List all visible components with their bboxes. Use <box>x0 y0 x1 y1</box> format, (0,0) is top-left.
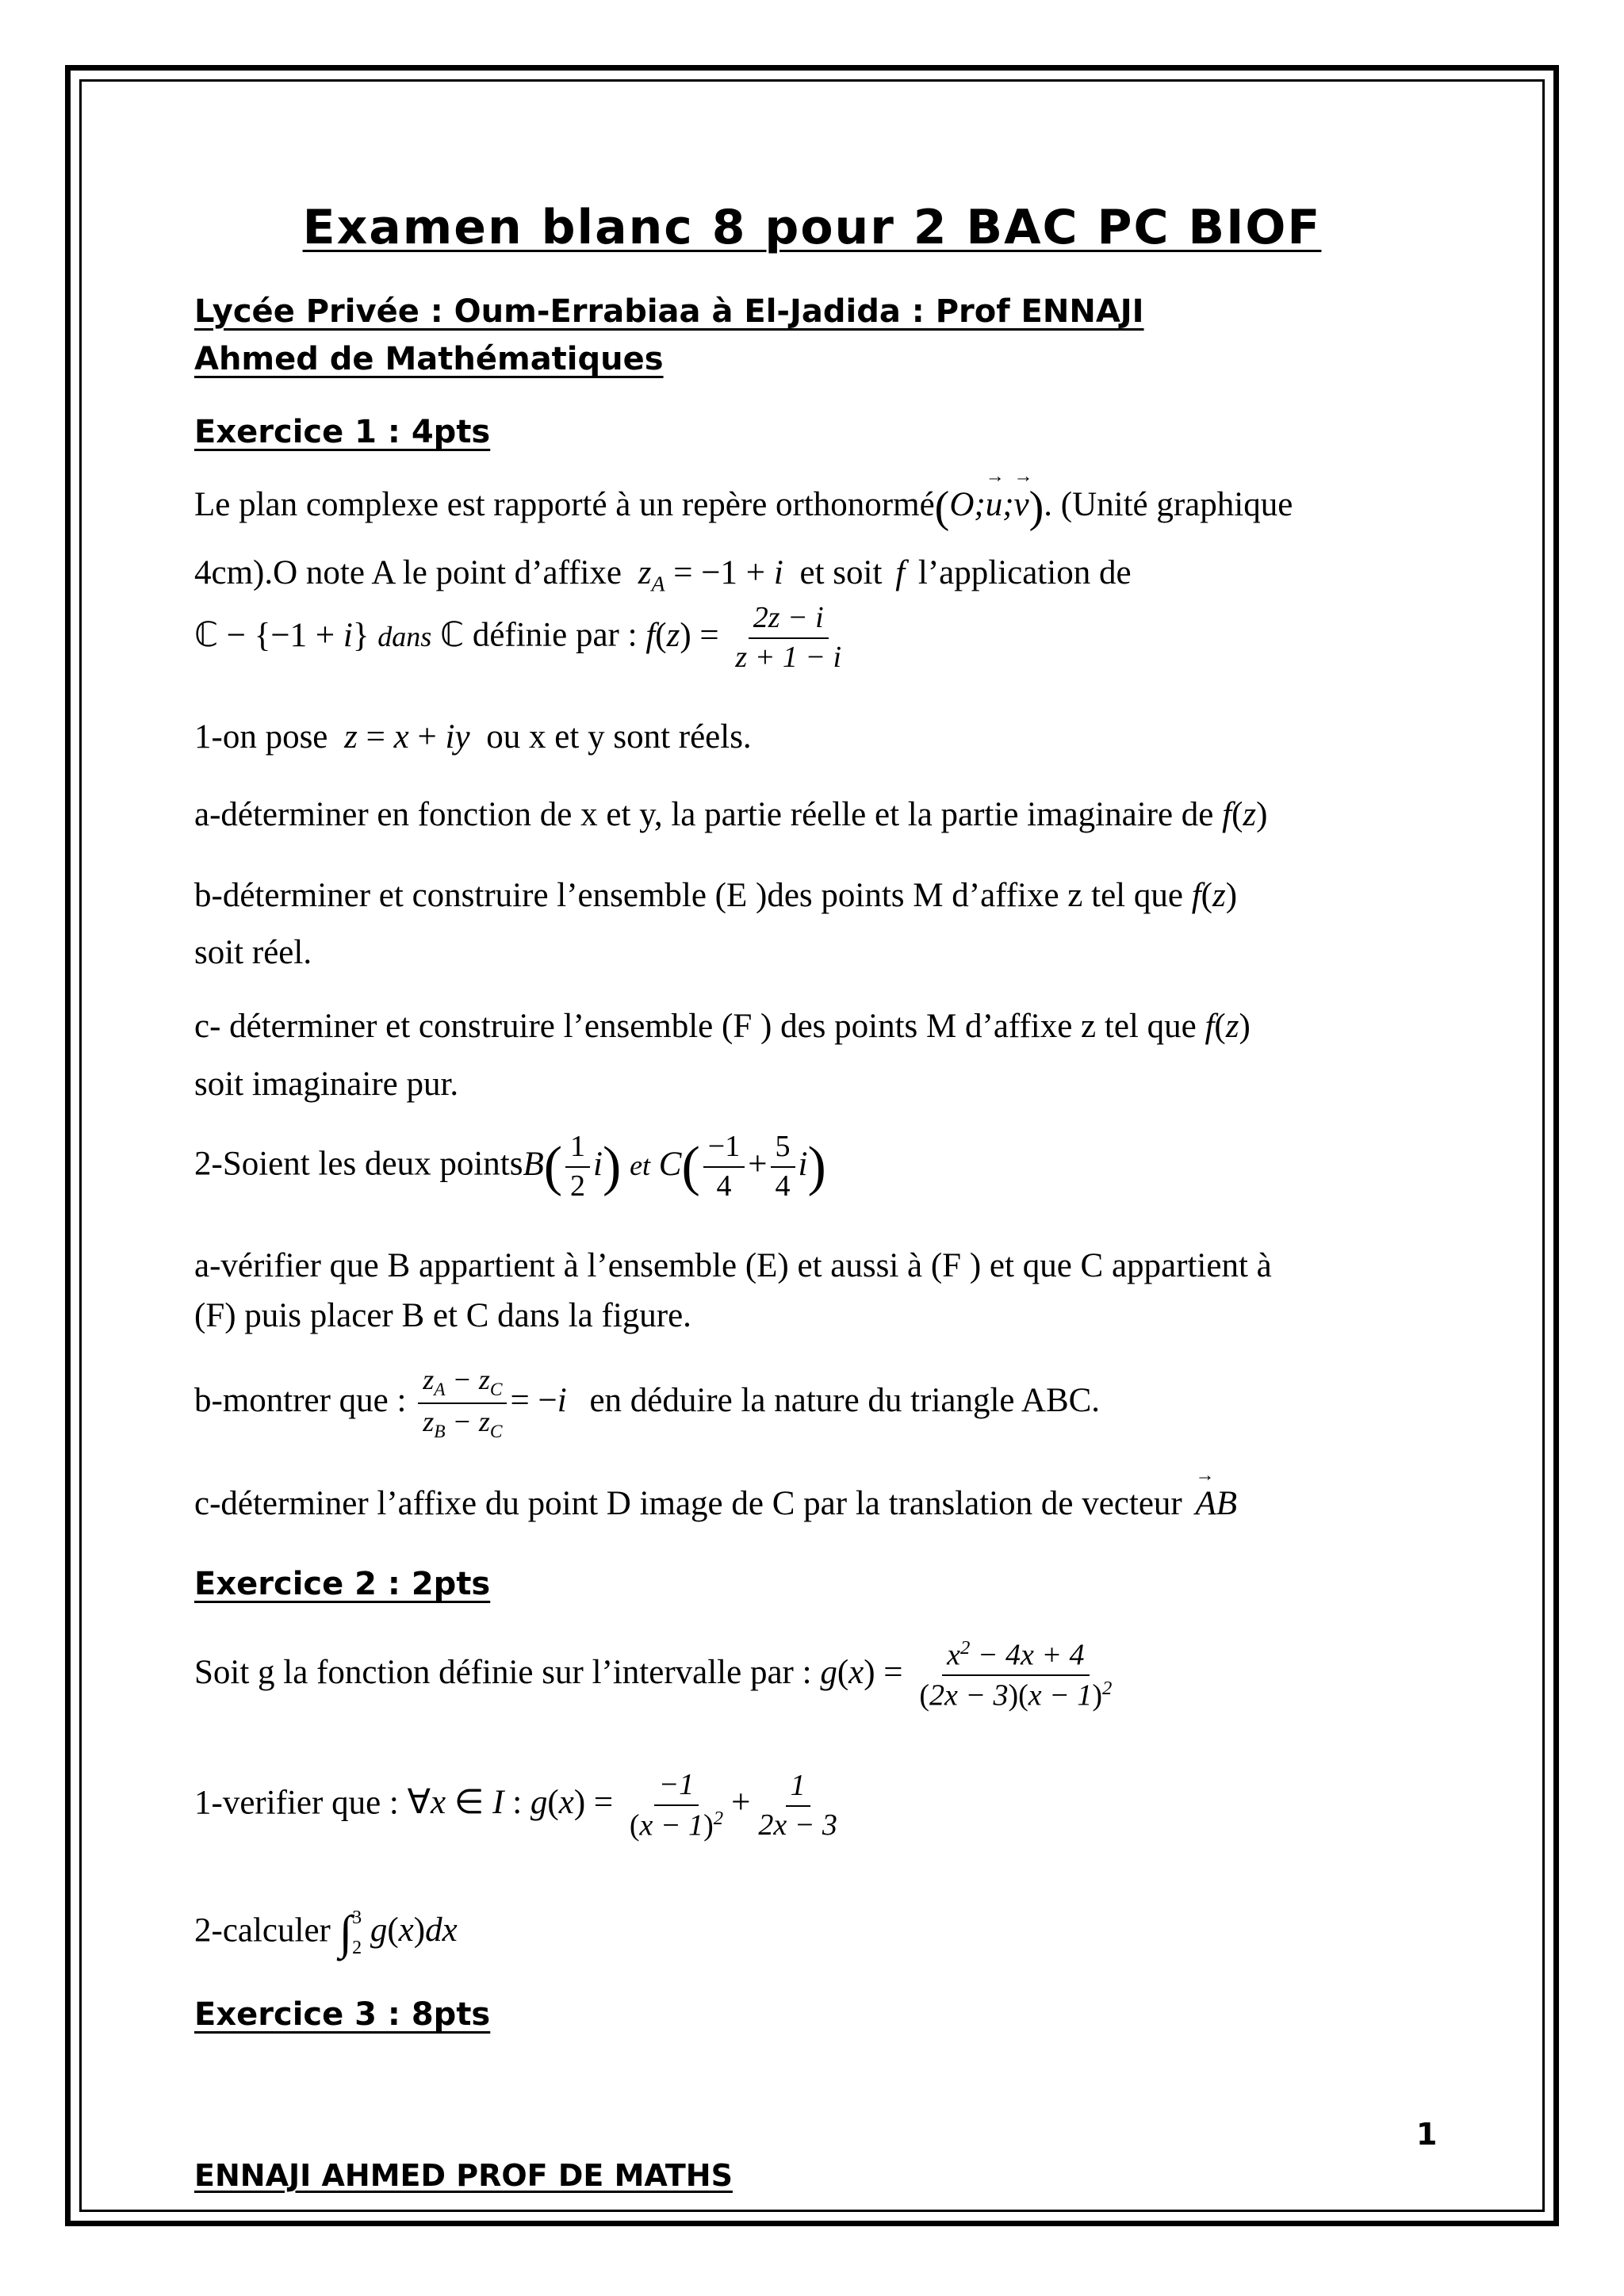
ex1-intro-line-2: 4cm).O note A le point d’affixe $z_A = -1 + i$ et soit f l’application de <box>194 554 1132 597</box>
exercise-2-heading: Exercice 2 : 2pts <box>194 1566 491 1602</box>
ex1-q2a-line-2: (F) puis placer B et C dans la figure. <box>194 1297 691 1334</box>
affix-za: $z_A = -1 + i$ <box>638 554 783 597</box>
school-line-2: Ahmed de Mathématiques <box>194 341 664 377</box>
ex1-qb-line-1: b-déterminer et construire l’ensemble (E )des points M d’affixe z tel que f(z) <box>194 877 1238 914</box>
ex1-q1: 1-on pose z = x + iy ou x et y sont réels. <box>194 718 752 756</box>
exam-title: Examen blanc 8 pour 2 BAC PC BIOF <box>302 200 1322 255</box>
ex2-intro: Soit g la fonction définie sur l’intervalle par : g(x) = $\frac{x^2 - 4x + 4}{(2x - 3)(x - 1)^2}$ <box>194 1637 1120 1714</box>
ratio-formula: $\frac{z_A - z_C}{z_B - z_C}$ = −i <box>415 1382 566 1419</box>
exercise-3-heading: Exercice 3 : 8pts <box>194 1996 491 2033</box>
page-number: 1 <box>1416 2117 1438 2152</box>
integral-formula: ∫ 3 2 g(x)dx <box>339 1906 458 1959</box>
exercise-1-heading: Exercice 1 : 4pts <box>194 414 491 450</box>
school-line-1: Lycée Privée : Oum-Errabiaa à El-Jadida : Prof ENNAJI <box>194 293 1144 330</box>
ex1-intro-line-1: Le plan complexe est rapporté à un repère orthonormé(O;→ u;→ v). (Unité graphique <box>194 485 1293 530</box>
ex1-definition: ℂ − {−1 + i} dans ℂ définie par : f(z) = $\frac{2z - i}{z + 1 - i}$ <box>194 601 849 675</box>
ex1-qa: a-déterminer en fonction de x et y, la partie réelle et la partie imaginaire de f(z) <box>194 796 1268 833</box>
frame-notation: (O;→ u;→ v) <box>935 486 1044 523</box>
ex1-q2-points: 2-Soient les deux pointsB( $\frac{1}{2}$ i) et C( $\frac{-1}{4}$ + $\frac{5}{4}$ i) <box>194 1130 826 1203</box>
ex1-qc-line-2: soit imaginaire pur. <box>194 1066 459 1103</box>
formula-f: f(z) = $\frac{2z - i}{z + 1 - i}$ <box>645 601 842 674</box>
ex1-q2a-line-1: a-vérifier que B appartient à l’ensemble (E) et aussi à (F ) et que C appartient à <box>194 1247 1272 1284</box>
ex2-q2: 2-calculer ∫ 3 2 g(x)dx <box>194 1906 458 1959</box>
ex1-q2c: c-déterminer l’affixe du point D image de C par la translation de vecteur → AB <box>194 1484 1237 1523</box>
ex1-qb-line-2: soit réel. <box>194 934 312 971</box>
footer-author: ENNAJI AHMED PROF DE MATHS <box>194 2158 733 2193</box>
ex1-q2b: b-montrer que : $\frac{z_A - z_C}{z_B - z_C}$ = −i en déduire la nature du triangle ABC. <box>194 1364 1101 1443</box>
ex2-q1: 1-verifier que : ∀x ∈ I : g(x) = $\frac{-1}{(x - 1)^2}$ + $\frac{1}{2x - 3}$ <box>194 1768 845 1843</box>
ex1-qc-line-1: c- déterminer et construire l’ensemble (F ) des points M d’affixe z tel que f(z) <box>194 1008 1251 1045</box>
formula-g: g(x) = $\frac{x^2 - 4x + 4}{(2x - 3)(x - 1)^2}$ <box>820 1637 1113 1712</box>
decomposition-formula: ∀x ∈ I : g(x) = $\frac{-1}{(x - 1)^2}$ + $\frac{1}{2x - 3}$ <box>407 1768 837 1843</box>
